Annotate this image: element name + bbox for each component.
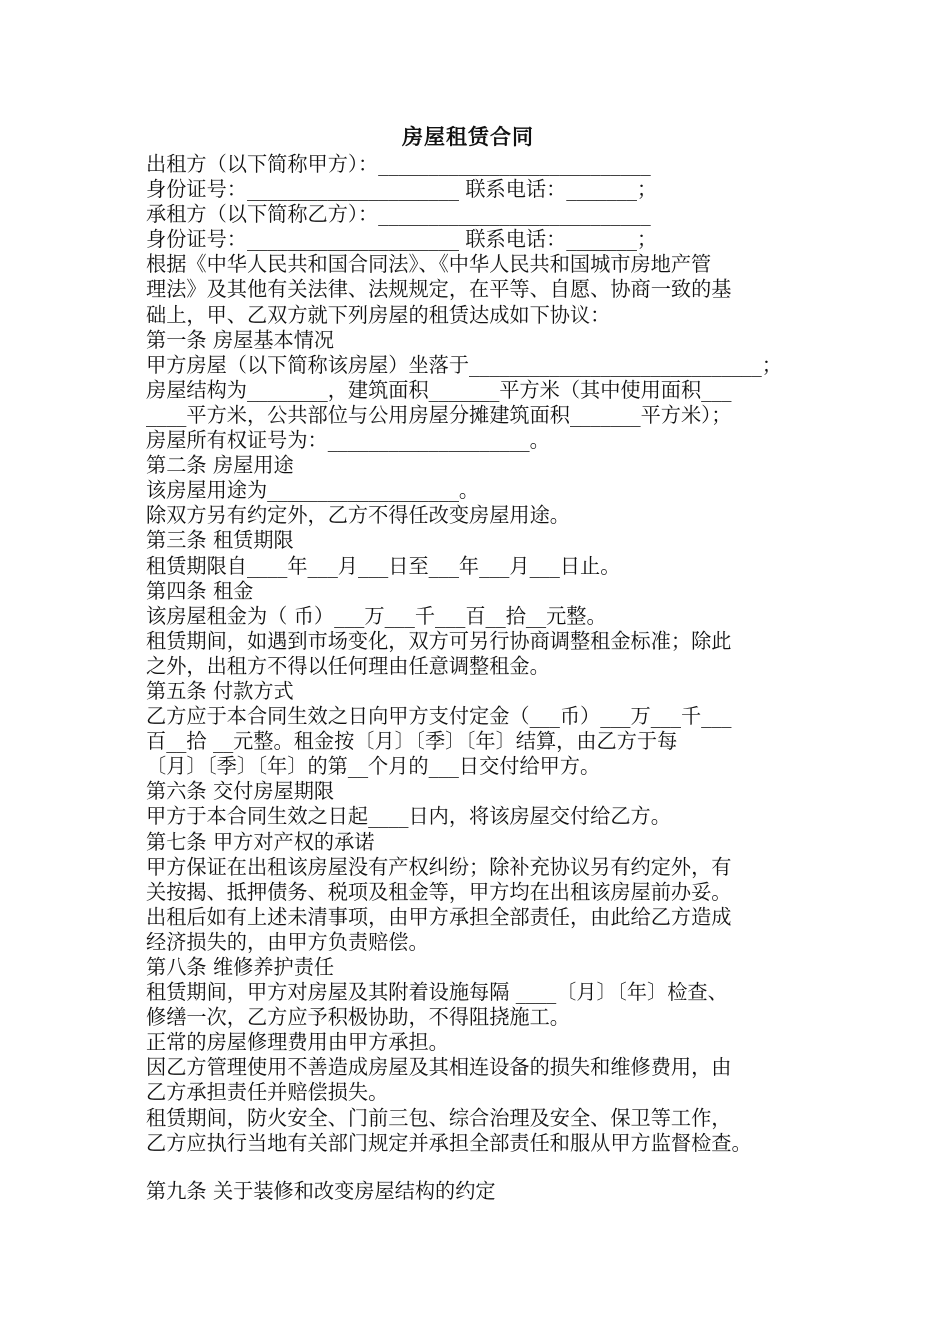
- text-line: 身份证号：_____________________ 联系电话：_______；: [146, 227, 658, 252]
- text-line: 租赁期间，甲方对房屋及其附着设施每隔 ____〔月〕〔年〕检查、: [146, 980, 728, 1005]
- text-line: 础上，甲、乙双方就下列房屋的租赁达成如下协议：: [146, 302, 611, 327]
- article-heading: 第八条 维修养护责任: [146, 955, 335, 979]
- text-line: 租赁期间，防火安全、门前三包、综合治理及安全、保卫等工作，: [146, 1105, 732, 1130]
- text-line: 出租方（以下简称甲方）：___________________________: [146, 152, 651, 176]
- text-line: 之外，出租方不得以任何理由任意调整租金。: [146, 653, 550, 678]
- text-line: 〔月〕〔季〕〔年〕的第__个月的___日交付给甲方。: [146, 754, 601, 779]
- text-line: 乙方应于本合同生效之日向甲方支付定金（___币）___万___千___: [146, 704, 732, 729]
- text-line: 根据《中华人民共和国合同法》、《中华人民共和国城市房地产管: [146, 252, 712, 277]
- text-line: 除双方另有约定外，乙方不得任改变房屋用途。: [146, 503, 570, 528]
- article-heading: 第一条 房屋基本情况: [146, 327, 335, 352]
- text-line: 房屋所有权证号为：____________________。: [146, 428, 550, 453]
- article-heading: 第五条 付款方式: [146, 678, 294, 703]
- text-line: 百__拾 __元整。租金按〔月〕〔季〕〔年〕结算，由乙方于每: [146, 729, 678, 754]
- article-heading: 第九条 关于装修和改变房屋结构的约定: [146, 1178, 496, 1203]
- article-heading: 第六条 交付房屋期限: [146, 779, 335, 804]
- document-page: [146, 122, 810, 1204]
- text-line: ____平方米，公共部位与公用房屋分摊建筑面积_______平方米）；: [146, 402, 732, 427]
- text-line: 正常的房屋修理费用由甲方承担。: [146, 1030, 449, 1055]
- article-heading: 第二条 房屋用途: [146, 453, 294, 478]
- article-heading: 第四条 租金: [146, 578, 254, 603]
- blank-line: [146, 1156, 810, 1179]
- text-line: 身份证号：_____________________ 联系电话：_______；: [146, 177, 658, 202]
- document-title: 房屋租赁合同: [402, 125, 534, 149]
- text-line: 关按揭、抵押债务、税项及租金等，甲方均在出租该房屋前办妥。: [146, 879, 732, 904]
- text-line: 乙方应执行当地有关部门规定并承担全部责任和服从甲方监督检查。: [146, 1130, 752, 1155]
- text-line: 经济损失的，由甲方负责赔偿。: [146, 929, 429, 954]
- article-heading: 第三条 租赁期限: [146, 528, 294, 553]
- text-line: 理法》及其他有关法律、法规规定，在平等、自愿、协商一致的基: [146, 277, 732, 302]
- document-body: [146, 152, 810, 1204]
- text-line: 承租方（以下简称乙方）：___________________________: [146, 202, 651, 227]
- text-line: 该房屋租金为（ 币）___万___千___百__拾__元整。: [146, 603, 607, 628]
- text-line: 房屋结构为________，建筑面积_______平方米（其中使用面积___: [146, 377, 732, 402]
- text-line: 甲方于本合同生效之日起____日内，将该房屋交付给乙方。: [146, 804, 671, 829]
- text-line: 修缮一次，乙方应予积极协助，不得阻挠施工。: [146, 1005, 570, 1030]
- text-line: 甲方保证在出租该房屋没有产权纠纷；除补充协议另有约定外，有: [146, 854, 732, 879]
- text-line: 因乙方管理使用不善造成房屋及其相连设备的损失和维修费用，由: [146, 1055, 732, 1080]
- text-line: 甲方房屋（以下简称该房屋）坐落于_____________________________；: [146, 352, 782, 377]
- article-heading: 第七条 甲方对产权的承诺: [146, 829, 375, 854]
- text-line: 乙方承担责任并赔偿损失。: [146, 1080, 389, 1105]
- text-line: 租赁期限自____年___月___日至___年___月___日止。: [146, 553, 621, 578]
- text-line: 出租后如有上述未清事项，由甲方承担全部责任，由此给乙方造成: [146, 904, 732, 929]
- text-line: 该房屋用途为___________________。: [146, 478, 480, 503]
- text-line: 租赁期间，如遇到市场变化，双方可另行协商调整租金标准；除此: [146, 628, 732, 653]
